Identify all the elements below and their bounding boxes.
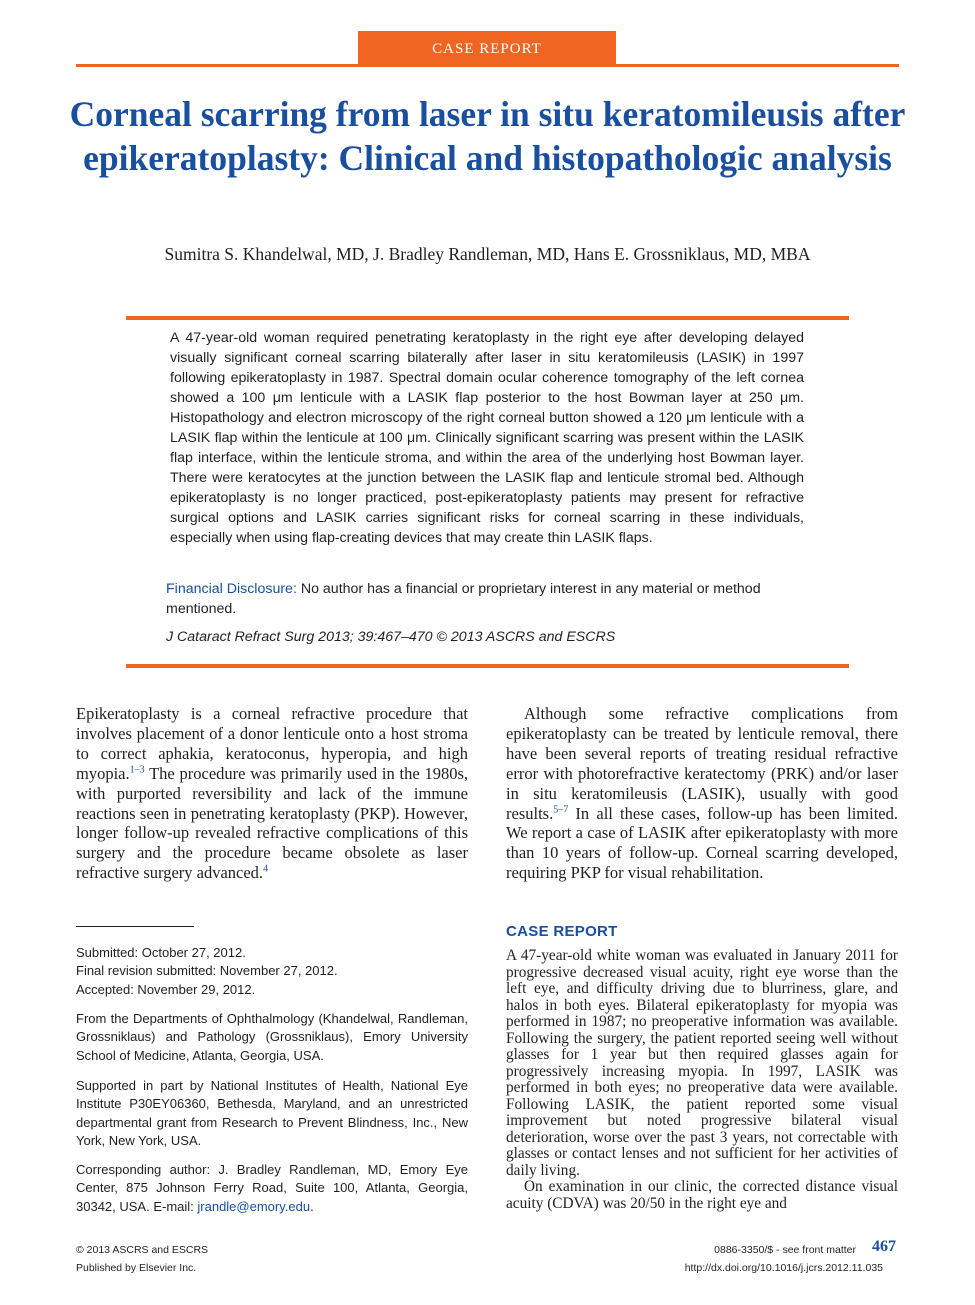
author-list: Sumitra S. Khandelwal, MD, J. Bradley Randleman, MD, Hans E. Grossniklaus, MD, MBA xyxy=(164,244,811,264)
corresponding-text: Corresponding author: J. Bradley Randleman, MD, Emory Eye Center, 875 Johnson Ferry Road, Suite 100, Atlanta, Georgia, 30342, USA. E-mail: xyxy=(76,1162,468,1214)
abstract-text: A 47-year-old woman required penetrating keratoplasty in the right eye after developing delayed visually significant corneal scarring bilaterally after laser in situ keratomileusis (LASIK) in 1997 following epikeratoplasty in 1987. Spectral domain ocular coherence tomography of the left cornea showed a 100 μm lenticule with a LASIK flap posterior to the host Bowman layer at 250 μm. Histopathology and electron microscopy of the right corneal button showed a 120 μm lenticule with a LASIK flap within the lenticule at 100 μm. Clinically significant scarring was present within the LASIK flap interface, within the lenticule stroma, and within the area of the underlying host Bowman layer. There were keratocytes at the junction between the LASIK flap and lenticule stromal bed. Although epikeratoplasty is no longer practiced, post-epikeratoplasty patients may present for refractive surgical options and LASIK carries significant risks for corneal scarring in these individuals, especially when using flap-creating devices that may create thin LASIK flaps. xyxy=(170,330,804,546)
affiliation-note: From the Departments of Ophthalmology (Khandelwal, Randleman, Grossniklaus) and Pathology (Grossniklaus), Emory University School of Medicine, Atlanta, Georgia, USA. xyxy=(76,1011,468,1063)
intro-text-part2: The procedure was primarily used in the 1980s, with purported reversibility and lack of the immune reactions seen in penetrating keratoplasty (PKP). However, longer follow-up revealed refractive complications of this surgery and the procedure became obsolete as laser refractive surgery advanced. xyxy=(76,763,468,883)
abstract-top-rule xyxy=(126,316,849,320)
footer-issn: 0886-3350/$ - see front matter xyxy=(714,1244,856,1256)
revised-date: Final revision submitted: November 27, 2012. xyxy=(76,963,338,979)
abstract-bottom-rule xyxy=(126,664,849,668)
intro-text-part1: Epikeratoplasty is a corneal refractive procedure that involves placement of a donor lenticule onto a host stroma to correct aphakia, keratoconus, hyperopia, and high myopia. xyxy=(76,704,468,783)
section-heading-case-report: CASE REPORT xyxy=(506,923,618,940)
case-report-body xyxy=(506,948,898,1212)
section-tag: CASE REPORT xyxy=(358,31,616,65)
accepted-date: Accepted: November 29, 2012. xyxy=(76,981,256,997)
article-title: Corneal scarring from laser in situ keratomileusis after epikeratoplasty: Clinical and histopathologic analysis xyxy=(69,94,906,178)
doi-link[interactable]: http://dx.doi.org/10.1016/j.jcrs.2012.11.035 xyxy=(684,1262,883,1274)
footnote-divider xyxy=(76,926,194,927)
journal-citation: J Cataract Refract Surg 2013; 39:467–470 © 2013 ASCRS and ESCRS xyxy=(166,629,616,645)
financial-disclosure xyxy=(166,579,810,619)
disclosure-text: No author has a financial or proprietary interest in any material or method mentioned. xyxy=(166,581,761,617)
intro2-text-part1: Although some refractive complications from epikeratoplasty can be treated by lenticule removal, there have been several reports of treating residual refractive error with photorefractive keratectomy (PRK) and/or laser in situ keratomileusis (LASIK), usually with good results. xyxy=(506,704,898,823)
footer-publisher: Published by Elsevier Inc. xyxy=(76,1262,197,1274)
reference-link[interactable]: 5–7 xyxy=(553,804,569,816)
article-dates xyxy=(76,944,468,999)
reference-link[interactable]: 4 xyxy=(263,863,269,875)
corresponding-end: . xyxy=(310,1198,314,1214)
intro-paragraph-continued xyxy=(506,704,898,883)
email-link[interactable]: jrandle@emory.edu xyxy=(197,1198,311,1214)
footer-copyright: © 2013 ASCRS and ESCRS xyxy=(76,1244,209,1256)
funding-note: Supported in part by National Institutes of Health, National Eye Institute P30EY06360, Bethesda, Maryland, and an unrestricted departmental grant from Research to Prevent Blindness, Inc., New York, New York, USA. xyxy=(76,1078,468,1148)
page-number: 467 xyxy=(872,1238,896,1255)
disclosure-label: Financial Disclosure: xyxy=(166,581,297,597)
submitted-date: Submitted: October 27, 2012. xyxy=(76,945,246,960)
header-rule xyxy=(76,64,899,67)
case-paragraph: A 47-year-old white woman was evaluated in January 2011 for progressive decreased visual acuity, right eye worse than the left eye, and difficulty driving due to blurriness, glare, and halos in both eyes. Bilateral epikeratoplasty for myopia was performed in 1987; no preoperative information was available. Following the surgery, the patient reported seeing well without glasses for 1 year but then required glasses again for progressively increasing myopia. In 1997, LASIK was performed in both eyes; no preoperative data were available. Following LASIK, the patient reported some visual improvement but noted progressive bilateral visual deterioration, worse over the past 3 years, not correctable with glasses or contact lenses and not sufficient for her activities of daily living. xyxy=(506,947,898,1179)
intro2-text-part2: In all these cases, follow-up has been limited. We report a case of LASIK after epikeratoplasty with more than 10 years of follow-up. Corneal scarring developed, requiring PKP for visual rehabilitation. xyxy=(506,803,898,883)
intro-paragraph xyxy=(76,704,468,883)
reference-link[interactable]: 1–3 xyxy=(129,764,145,776)
case-paragraph: On examination in our clinic, the corrected distance visual acuity (CDVA) was 20/50 in the right eye and xyxy=(506,1178,898,1212)
corresponding-author-note xyxy=(76,1161,468,1216)
